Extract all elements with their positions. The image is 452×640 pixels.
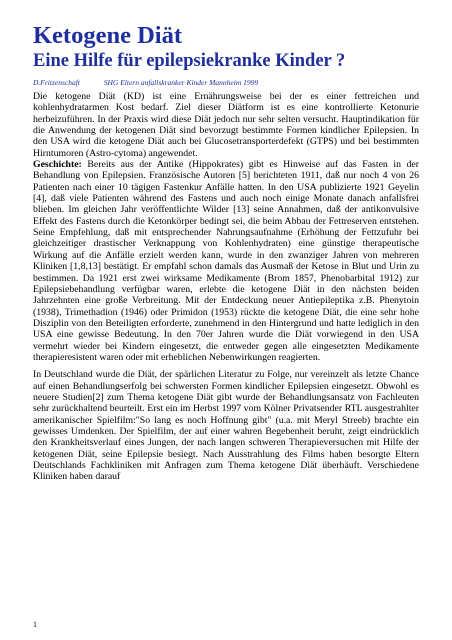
history-paragraph bbox=[33, 159, 419, 363]
byline bbox=[33, 78, 419, 88]
organization-name: SHG Eltern anfallskranker Kinder Mannheim 1999 bbox=[103, 78, 259, 87]
page-number: 1 bbox=[33, 620, 37, 629]
intro-paragraph: Die ketogene Diät (KD) ist eine Ernährungsweise bei der es einer fettreichen und kohlenhydratarmen Kost bedarf. Ziel dieser Diätform ist es eine kontrollierte Ketonurie herbeizuführen. In der Praxis wird diese Diät jedoch nur sehr selten versucht. Hauptindikation für die Anwendung der ketogenen Diät sind bevorzugt bestimmte Formen kindlicher Epilepsien. In den USA wird die ketogene Diät auch bei Glucosetransporterdefekt (GTPS) und bei bestimmten Hirntumoren (Astro-cytoma) angewendet. bbox=[33, 91, 419, 159]
history-text: Bereits aus der Antike (Hippokrates) gibt es Hinweise auf das Fasten in der Behandlung von Epilepsien. Französische Autoren [5] berichteten 1911, daß nur noch 4 von 26 Patienten nach einer 10 tägigen Fastenkur Anfälle hatten. In den USA publizierte 1921 Geyelin [4], daß viele Patienten während des Fastens und auch noch einige Monate danach anfallsfrei blieben. Im gleichen Jahr veröffentlichte Wilder [13] seine Annahmen, daß der antikonvulsive Effekt des Fastens durch die Ketonkörper bedingt sei, die beim Abbau der Fettreserven entstehen. Seine Empfehlung, daß mit entsprechender Nahrungsaufnahme (Erhöhung der Fettzufuhr bei gleichzeitiger drastischer Verknappung von Kohlenhydraten) eine günstige therapeutische Wirkung auf die Anfälle erzielt werden kann, wurde in den zwanziger Jahren von mehreren Kliniken [1,8,13] bestätigt. Er empfahl schon damals das Ausmaß der Ketose in Blut und Urin zu bestimmen. Da 1921 erst zwei wirksame Medikamente (Brom 1857, Phenobarbital 1912) zur Epilepsiebehandlung verfügbar waren, erlebte die ketogene Diät in den nächsten beiden Jahrzehnten eine große Verbreitung. Mit der Entdeckung neuer Antiepileptika z.B. Phenytoin (1938), Trimethadion (1946) oder Primidon (1953) rückte die ketogene Diät, die eine sehr hohe Disziplin von den Beteiligten erforderte, zunehmend in den Hintergrund und hatte lediglich in den USA eine gewisse Bedeutung. In den 70er Jahren wurde die Diät vorwiegend in den USA vermehrt wieder bei Kindern eingesetzt, die entweder gegen alle eingesetzten Medikamente therapieresistent waren oder mit erheblichen Nebenwirkungen reagierten. bbox=[33, 159, 419, 363]
germany-paragraph: In Deutschland wurde die Diät, der spärlichen Literatur zu Folge, nur vereinzelt als letzte Chance auf einen Behandlungserfolg bei schwersten Formen kindlicher Epilepsien eingesetzt. Obwohl es neuere Studien[2] zum Thema ketogene Diät gibt wurde der Behandlungsansatz von Fachleuten sehr zurückhaltend beurteilt. Erst ein im Herbst 1997 vom Kölner Privatsender RTL ausgestrahlter amerikanischer Spielfilm:"So lang es noch Hoffnung gibt" (u.a. mit Meryl Streeb) brachte ein gewisses Umdenken. Der Spielfilm, der auf einer wahren Begebenheit beruht, zeigt eindrücklich den Krankheitsverlauf eines Jungen, der nach langen schweren Therapieversuchen mit Hilfe der ketogenen Diät, seine Epilepsie besiegt. Nach Ausstrahlung des Films haben besorgte Eltern Deutschlands Fachkliniken mit Anfragen zum Thema ketogene Diät überhäuft. Verschiedene Kliniken haben darauf bbox=[33, 369, 419, 483]
author-name: D.Fritzenschaft bbox=[33, 78, 80, 87]
document-title: Ketogene Diät bbox=[33, 22, 182, 49]
body-text bbox=[33, 91, 419, 483]
document-subtitle: Eine Hilfe für epilepsiekranke Kinder ? bbox=[33, 51, 346, 71]
history-label: Geschichte: bbox=[33, 159, 82, 171]
